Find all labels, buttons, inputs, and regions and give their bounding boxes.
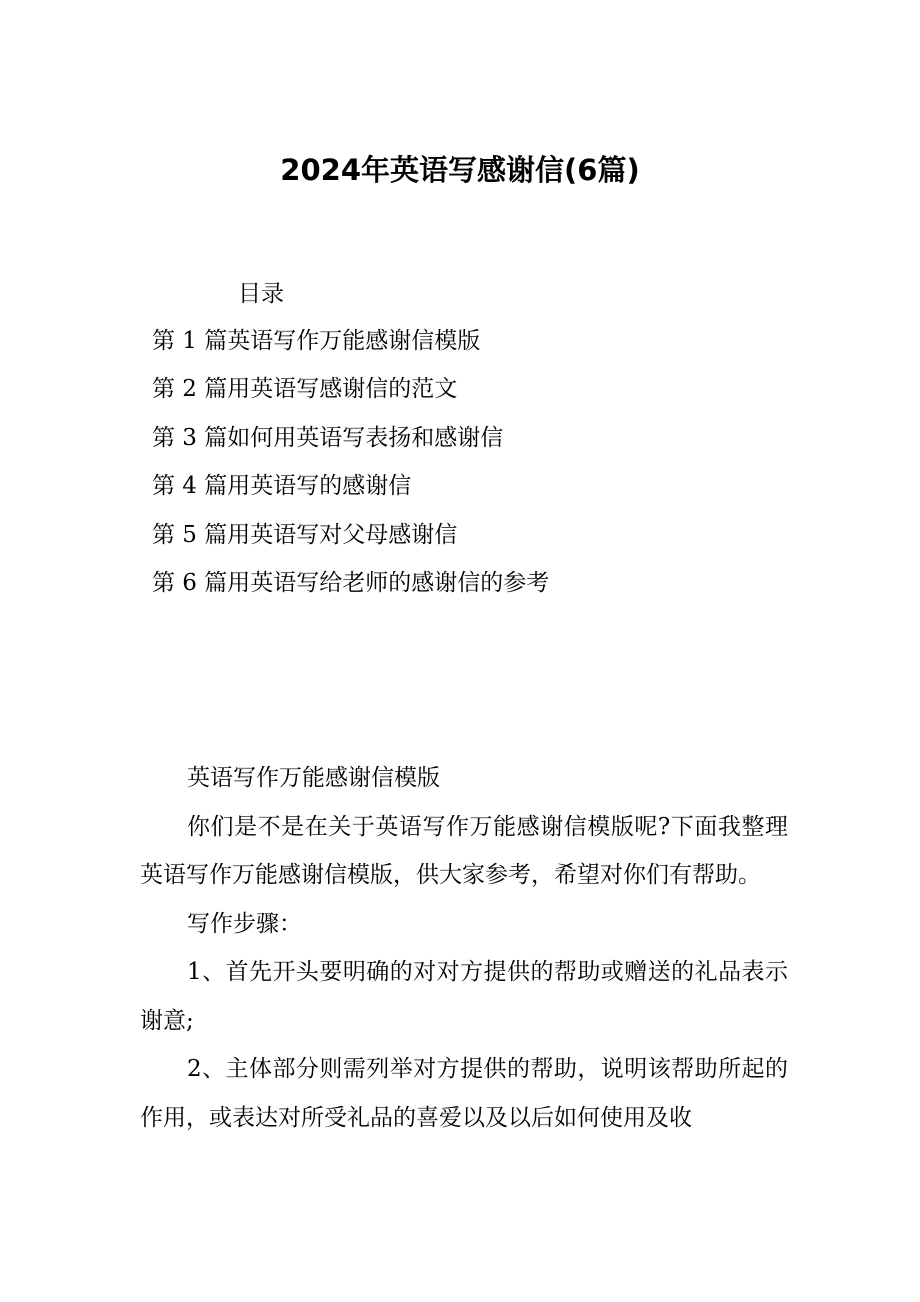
toc-item-3[interactable]: 第 3 篇如何用英语写表扬和感谢信 [152, 424, 504, 451]
intro-paragraph: 你们是不是在关于英语写作万能感谢信模版呢?下面我整理英语写作万能感谢信模版，供大家参考，希望对你们有帮助。 [140, 813, 788, 888]
toc-item-4[interactable]: 第 4 篇用英语写的感谢信 [152, 473, 412, 500]
section-heading: 英语写作万能感谢信模版 [187, 765, 440, 791]
toc-item-5[interactable]: 第 5 篇用英语写对父母感谢信 [152, 521, 458, 548]
toc-item-6[interactable]: 第 6 篇用英语写给老师的感谢信的参考 [152, 569, 550, 596]
toc-heading: 目录 [238, 281, 284, 307]
document-title: 2024年英语写感谢信(6篇) [280, 153, 640, 187]
steps-heading: 写作步骤： [187, 910, 302, 937]
step-1-paragraph: 1、首先开头要明确的对对方提供的帮助或赠送的礼品表示谢意; [140, 959, 788, 1034]
step-2-paragraph: 2、主体部分则需列举对方提供的帮助，说明该帮助所起的作用，或表达对所受礼品的喜爱以及以后如何使用及收 [140, 1056, 788, 1131]
toc-item-1[interactable]: 第 1 篇英语写作万能感谢信模版 [152, 328, 481, 354]
document-body [140, 754, 788, 1142]
table-of-contents [152, 323, 549, 613]
toc-item-2[interactable]: 第 2 篇用英语写感谢信的范文 [152, 376, 458, 403]
